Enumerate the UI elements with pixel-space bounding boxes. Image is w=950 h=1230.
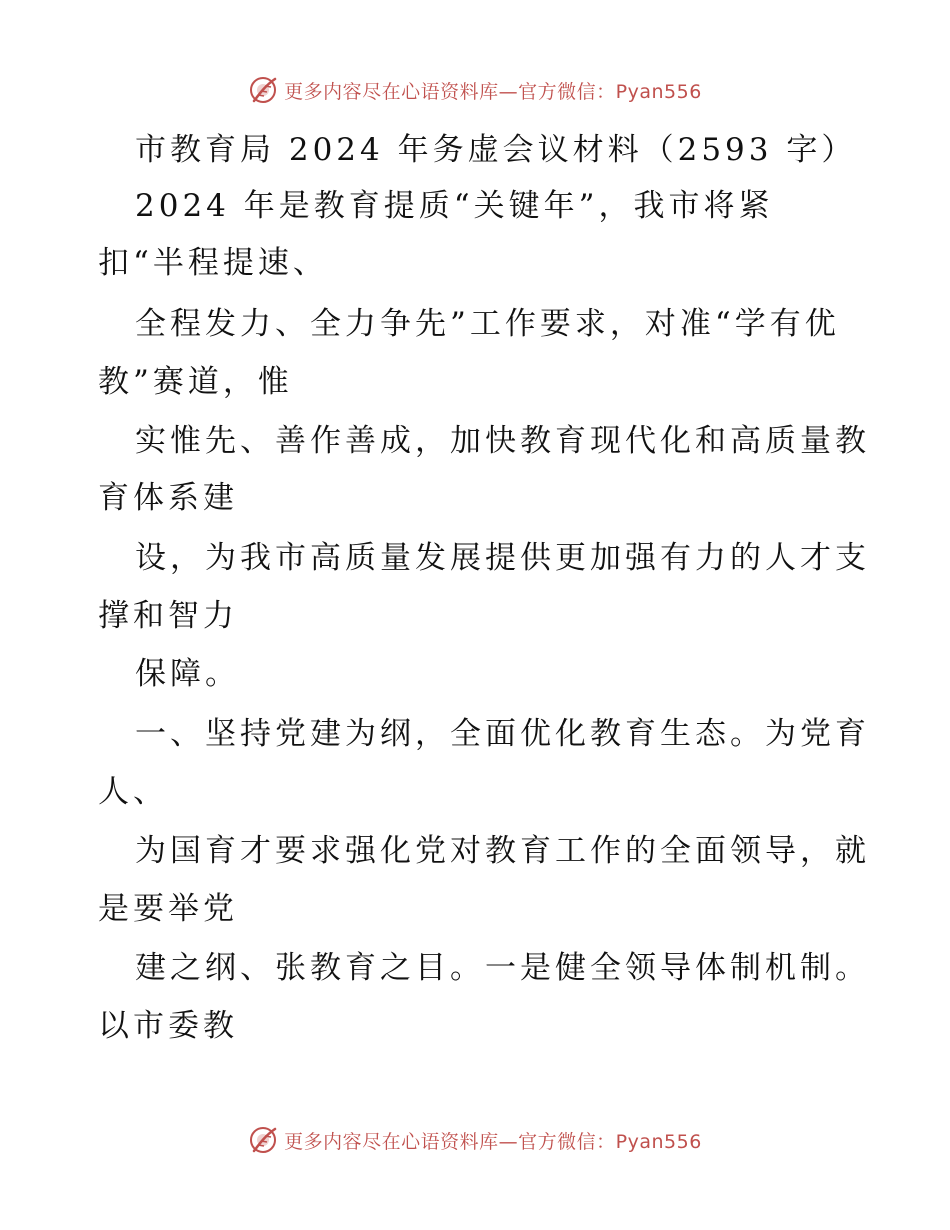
paragraph-line: 建之纲、张教育之目。一是健全领导体制机制。 — [135, 950, 870, 986]
header-watermark — [0, 70, 950, 110]
paragraph-line: 教”赛道，惟 — [98, 364, 293, 400]
watermark-wechat-id: Pyan556 — [615, 80, 702, 103]
footer-watermark — [0, 1120, 950, 1160]
watermark-text: 更多内容尽在心语资料库—官方微信： — [284, 80, 616, 103]
paragraph-line: 扣“半程提速、 — [98, 245, 328, 281]
watermark-text: 更多内容尽在心语资料库—官方微信： — [284, 1130, 616, 1153]
paragraph-line: 是要举党 — [98, 891, 238, 927]
paragraph-line: 育体系建 — [98, 480, 238, 516]
watermark-wechat-id: Pyan556 — [615, 1130, 702, 1153]
paragraph-line: 撑和智力 — [98, 598, 238, 634]
feather-logo-icon — [248, 75, 278, 105]
feather-logo-icon — [248, 1125, 278, 1155]
document-title: 市教育局 2024 年务虚会议材料（2593 字） — [135, 132, 857, 168]
paragraph-line: 以市委教 — [98, 1008, 238, 1044]
paragraph-line: 为国育才要求强化党对教育工作的全面领导，就 — [135, 833, 870, 869]
section-heading-line: 一、坚持党建为纲，全面优化教育生态。为党育 — [135, 716, 870, 752]
paragraph-line: 全程发力、全力争先”工作要求，对准“学有优 — [135, 306, 840, 342]
paragraph-line: 2024 年是教育提质“关键年”，我市将紧 — [135, 188, 774, 224]
paragraph-line: 实惟先、善作善成，加快教育现代化和高质量教 — [135, 423, 870, 459]
paragraph-line: 保障。 — [135, 656, 240, 692]
paragraph-line: 设，为我市高质量发展提供更加强有力的人才支 — [135, 540, 870, 576]
paragraph-line: 人、 — [98, 774, 168, 810]
